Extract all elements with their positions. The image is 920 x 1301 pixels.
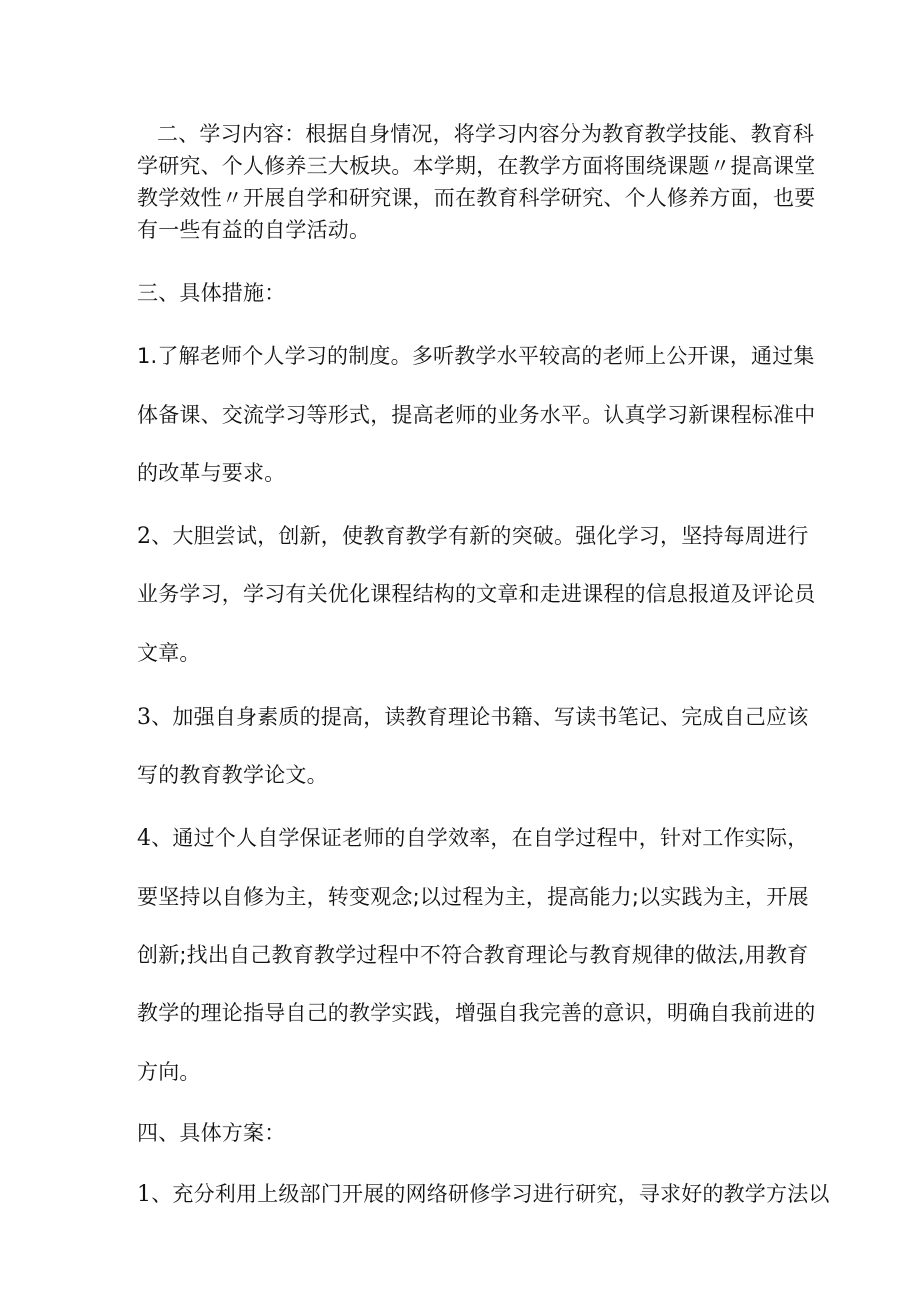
section4-item1-line-1 [137, 1180, 830, 1209]
section3-item4-line-5: 方向。 [137, 1060, 201, 1084]
section3-item1-line-2: 体备课、交流学习等形式，提高老师的业务水平。认真学习新课程标准中 [137, 403, 816, 427]
section3-item3-line-2: 写的教育教学论文。 [137, 763, 328, 787]
section3-item1-line-1: 1.了解老师个人学习的制度。多听教学水平较高的老师上公开课，通过集 [137, 344, 815, 368]
section3-item4-line-2: 要坚持以自修为主，转变观念;以过程为主，提高能力;以实践为主，开展 [137, 885, 809, 909]
section2-line-4: 有一些有益的自学活动。 [137, 218, 371, 242]
section3-item3-line-1 [137, 703, 808, 732]
section2-line-2: 学研究、个人修养三大板块。本学期，在教学方面将围绕课题〃提高课堂 [137, 154, 816, 178]
section3-item1-line-3: 的改革与要求。 [137, 461, 286, 485]
section2-line-1: 二、学习内容：根据自身情况，将学习内容分为教育教学技能、教育科 [157, 122, 815, 146]
section3-item2-line-2: 业务学习，学习有关优化课程结构的文章和走进课程的信息报道及评论员 [137, 582, 816, 606]
section3-item4-line-4: 教学的理论指导自己的教学实践，增强自我完善的意识，明确自我前进的 [137, 1001, 816, 1025]
section3-heading: 三、具体措施： [137, 281, 286, 305]
item-number: 2 [137, 524, 152, 549]
item-number: 3 [137, 705, 152, 730]
item-text: 、加强自身素质的提高，读教育理论书籍、写读书笔记、完成自己应该 [151, 705, 809, 729]
item-number: 4 [137, 826, 152, 851]
section3-item2-line-3: 文章。 [137, 641, 201, 665]
item-text: 、充分利用上级部门开展的网络研修学习进行研究，寻求好的教学方法以 [151, 1182, 830, 1206]
item-text: 、大胆尝试，创新，使教育教学有新的突破。强化学习，坚持每周进行 [151, 524, 809, 548]
item-text: 、通过个人自学保证老师的自学效率，在自学过程中，针对工作实际， [151, 826, 809, 850]
section3-item4-line-1 [137, 824, 808, 853]
item-number: 1 [137, 1182, 152, 1207]
section2-line-3: 教学效性〃开展自学和研究课，而在教育科学研究、个人修养方面，也要 [137, 186, 816, 210]
section3-item4-line-3: 创新;找出自己教育教学过程中不符合教育理论与教育规律的做法,用教育 [137, 943, 809, 967]
section4-heading: 四、具体方案： [137, 1121, 286, 1145]
section3-item2-line-1 [137, 522, 808, 551]
